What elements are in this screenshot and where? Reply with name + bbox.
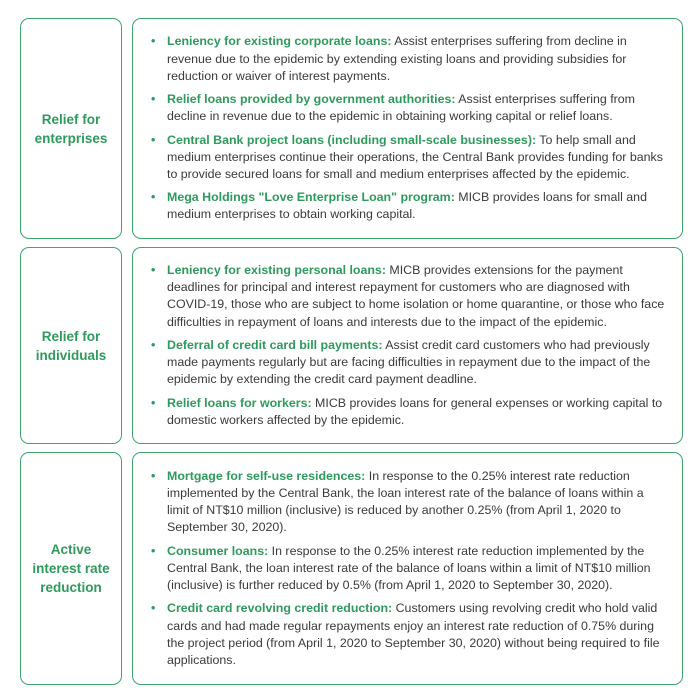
- section-label: Relief for enterprises: [20, 18, 122, 239]
- section-content: [132, 452, 683, 685]
- section-individuals: [20, 247, 683, 444]
- list-item: • Credit card revolving credit reduction: Customers using revolving credit who hold valid cards and had made regular repayments enjoy an interest rate reduction of 0.75% during the project period (from April 1, 2020 to September 30, 2020) without being required to file applications.: [151, 601, 660, 667]
- bullet-icon: •: [151, 543, 156, 558]
- list-item: • Leniency for existing personal loans: MICB provides extensions for the payment deadlines for principal and interest repayment for customers who are diagnosed with COVID-19, those who are subject to home isolation or home quarantine, or those who face difficulties in repayment of loans and interests due to the impact of the epidemic.: [151, 263, 665, 329]
- bullet-icon: •: [151, 132, 156, 147]
- bullet-icon: •: [151, 263, 156, 278]
- list-item: • Consumer loans: In response to the 0.25% interest rate reduction implemented by the Central Bank, the loan interest rate of the balance of loans within a limit of NT$10 million (inclusive) is further reduced by 0.5% (from April 1, 2020 to September 30, 2020).: [151, 543, 651, 593]
- bullet-icon: •: [151, 92, 156, 107]
- section-content: [132, 18, 683, 239]
- list-item: • Relief loans provided by government authorities: Assist enterprises suffering from decline in revenue due to the epidemic in obtaining working capital or relief loans.: [151, 92, 635, 124]
- bullet-icon: •: [151, 601, 156, 616]
- section-enterprises: [20, 18, 683, 239]
- bullet-icon: •: [151, 34, 156, 49]
- section-label: Relief for individuals: [20, 247, 122, 444]
- list-item: • Leniency for existing corporate loans: Assist enterprises suffering from decline in revenue due to the epidemic by extending existing loans and providing subsidies for reduction or waiver of interest payments.: [151, 34, 627, 83]
- bullet-icon: •: [151, 337, 156, 352]
- section-content: [132, 247, 683, 444]
- section-label: Active interest rate reduction: [20, 452, 122, 685]
- list-item: • Mega Holdings "Love Enterprise Loan" program: MICB provides loans for small and medium enterprises to obtain working capital.: [151, 190, 647, 222]
- section-interest-reduction: [20, 452, 683, 685]
- list-item: • Relief loans for workers: MICB provides loans for general expenses or working capital to domestic workers affected by the epidemic.: [151, 395, 663, 427]
- list-item: • Deferral of credit card bill payments: Assist credit card customers who had previously made payments regularly but are facing difficulties in repayment due to the impact of the epidemic by extending the credit card payment deadline.: [151, 337, 651, 387]
- list-item: • Central Bank project loans (including small-scale businesses): To help small and medium enterprises continue their operations, the Central Bank provides funding for banks to provide secured loans for small and medium enterprises affected by the epidemic.: [151, 132, 663, 181]
- bullet-icon: •: [151, 190, 156, 205]
- bullet-icon: •: [151, 395, 156, 410]
- bullet-icon: •: [151, 468, 156, 483]
- list-item: • Mortgage for self-use residences: In response to the 0.25% interest rate reduction implemented by the Central Bank, the loan interest rate of the balance of loans within a limit of NT$10 million (inclusive) is reduced by another 0.25% (from April 1, 2020 to September 30, 2020).: [151, 468, 644, 535]
